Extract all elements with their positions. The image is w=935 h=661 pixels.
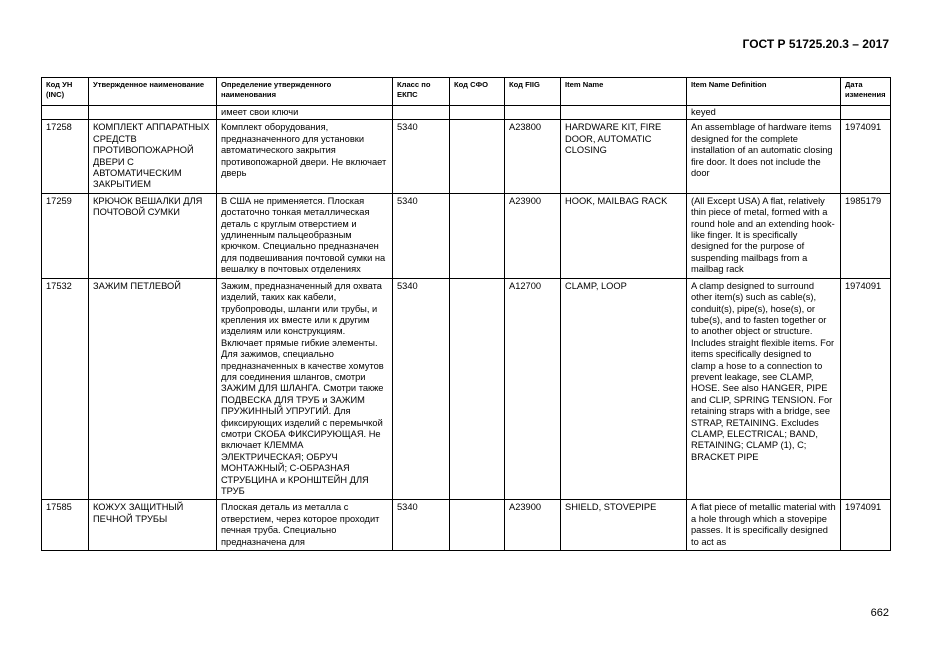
cell-fiig: A23900: [505, 193, 561, 278]
cell-definition: Плоская деталь из металла с отверстием, через которое проходит печная труба. Специально предназначена для: [217, 500, 393, 551]
cell-name: КОЖУХ ЗАЩИТНЫЙ ПЕЧНОЙ ТРУБЫ: [89, 500, 217, 551]
header-change-date: Дата изменения: [841, 78, 891, 106]
cell-date: 1974091: [841, 278, 891, 500]
cell-definition: имеет свои ключи: [217, 106, 393, 120]
table-row: [42, 278, 891, 500]
cell-ekps: 5340: [393, 193, 450, 278]
cell-code: 17585: [42, 500, 89, 551]
nomenclature-table: [41, 77, 891, 551]
cell-definition: Комплект оборудования, предназначенного для установки автоматического закрытия противопожарной двери. Не включает дверь: [217, 120, 393, 193]
header-item-name-definition: Item Name Definition: [687, 78, 841, 106]
cell-code: [42, 106, 89, 120]
cell-sfo: [450, 193, 505, 278]
table-header-row: [42, 78, 891, 106]
cell-ekps: 5340: [393, 278, 450, 500]
cell-sfo: [450, 278, 505, 500]
table-row: [42, 193, 891, 278]
cell-date: [841, 106, 891, 120]
cell-item-def: keyed: [687, 106, 841, 120]
cell-item-def: An assemblage of hardware items designed for the complete installation of an automatic closing fire door. It does not include the door: [687, 120, 841, 193]
cell-sfo: [450, 120, 505, 193]
cell-item-name: [561, 106, 687, 120]
cell-fiig: [505, 106, 561, 120]
header-approved-name: Утвержденное наименование: [89, 78, 217, 106]
cell-item-name: HOOK, MAILBAG RACK: [561, 193, 687, 278]
cell-code: 17258: [42, 120, 89, 193]
cell-item-name: HARDWARE KIT, FIRE DOOR, AUTOMATIC CLOSING: [561, 120, 687, 193]
cell-name: КОМПЛЕКТ АППАРАТНЫХ СРЕДСТВ ПРОТИВОПОЖАРНОЙ ДВЕРИ С АВТОМАТИЧЕСКИМ ЗАКРЫТИЕМ: [89, 120, 217, 193]
page-number: 662: [870, 607, 889, 619]
cell-date: 1985179: [841, 193, 891, 278]
cell-fiig: A23900: [505, 500, 561, 551]
cell-item-def: A clamp designed to surround other item(s) such as cable(s), conduit(s), pipe(s), hose(s), or tube(s), and to fasten together or to another object or structure. Includes straight flexible items. For items specifically designed to clamp a hose to a connection to prevent leakage, see CLAMP, HOSE. See also HANGER, PIPE and CLIP, SPRING TENSION. For retaining straps with a bridge, see STRAP, RETAINING. Excludes CLAMP, ELECTRICAL; BAND, RETAINING; CLAMP (1), C; BRACKET PIPE: [687, 278, 841, 500]
cell-date: 1974091: [841, 500, 891, 551]
cell-definition: В США не применяется. Плоская достаточно тонкая металлическая деталь с круглым отверстием и удлиненным пальцеобразным крючком. Специально предназначен для подвешивания почтовой сумки на вешалку в почтовых отделениях: [217, 193, 393, 278]
header-ekps-class: Класс по ЕКПС: [393, 78, 450, 106]
table-row: [42, 120, 891, 193]
header-sfo-code: Код СФО: [450, 78, 505, 106]
cell-fiig: A23800: [505, 120, 561, 193]
cell-name: ЗАЖИМ ПЕТЛЕВОЙ: [89, 278, 217, 500]
header-definition: Определение утвержденного наименования: [217, 78, 393, 106]
cell-sfo: [450, 500, 505, 551]
table-row-continuation: [42, 106, 891, 120]
header-fiig-code: Код FIIG: [505, 78, 561, 106]
cell-ekps: 5340: [393, 120, 450, 193]
cell-code: 17259: [42, 193, 89, 278]
cell-name: КРЮЧОК ВЕШАЛКИ ДЛЯ ПОЧТОВОЙ СУМКИ: [89, 193, 217, 278]
cell-item-name: CLAMP, LOOP: [561, 278, 687, 500]
cell-code: 17532: [42, 278, 89, 500]
cell-item-def: A flat piece of metallic material with a hole through which a stovepipe passes. It is specifically designed to act as: [687, 500, 841, 551]
cell-definition: Зажим, предназначенный для охвата изделий, таких как кабели, трубопроводы, шланги или трубы, и крепления их вместе или к другим изделиям или конструкциям. Включает прямые гибкие элементы. Для зажимов, специально предназначенных в качестве хомутов для соединения шлангов, смотри ЗАЖИМ ДЛЯ ШЛАНГА. Смотри также ПОДВЕСКА ДЛЯ ТРУБ и ЗАЖИМ ПРУЖИННЫЙ УПРУГИЙ. Для фиксирующих изделий с перемычкой смотри СКОБА ФИКСИРУЮЩАЯ. Не включает КЛЕММА ЭЛЕКТРИЧЕСКАЯ; ОБРУЧ МОНТАЖНЫЙ; С-ОБРАЗНАЯ СТРУБЦИНА и КРОНШТЕЙН ДЛЯ ТРУБ: [217, 278, 393, 500]
cell-item-def: (All Except USA) A flat, relatively thin piece of metal, formed with a round hole and an extending hook-like finger. It is specifically designed for the purpose of suspending mailbags from a mailbag rack: [687, 193, 841, 278]
cell-date: 1974091: [841, 120, 891, 193]
header-item-name: Item Name: [561, 78, 687, 106]
cell-sfo: [450, 106, 505, 120]
cell-fiig: A12700: [505, 278, 561, 500]
cell-name: [89, 106, 217, 120]
document-header: ГОСТ Р 51725.20.3 – 2017: [742, 37, 889, 51]
cell-item-name: SHIELD, STOVEPIPE: [561, 500, 687, 551]
table-row: [42, 500, 891, 551]
cell-ekps: [393, 106, 450, 120]
cell-ekps: 5340: [393, 500, 450, 551]
header-code-un: Код УН (INC): [42, 78, 89, 106]
